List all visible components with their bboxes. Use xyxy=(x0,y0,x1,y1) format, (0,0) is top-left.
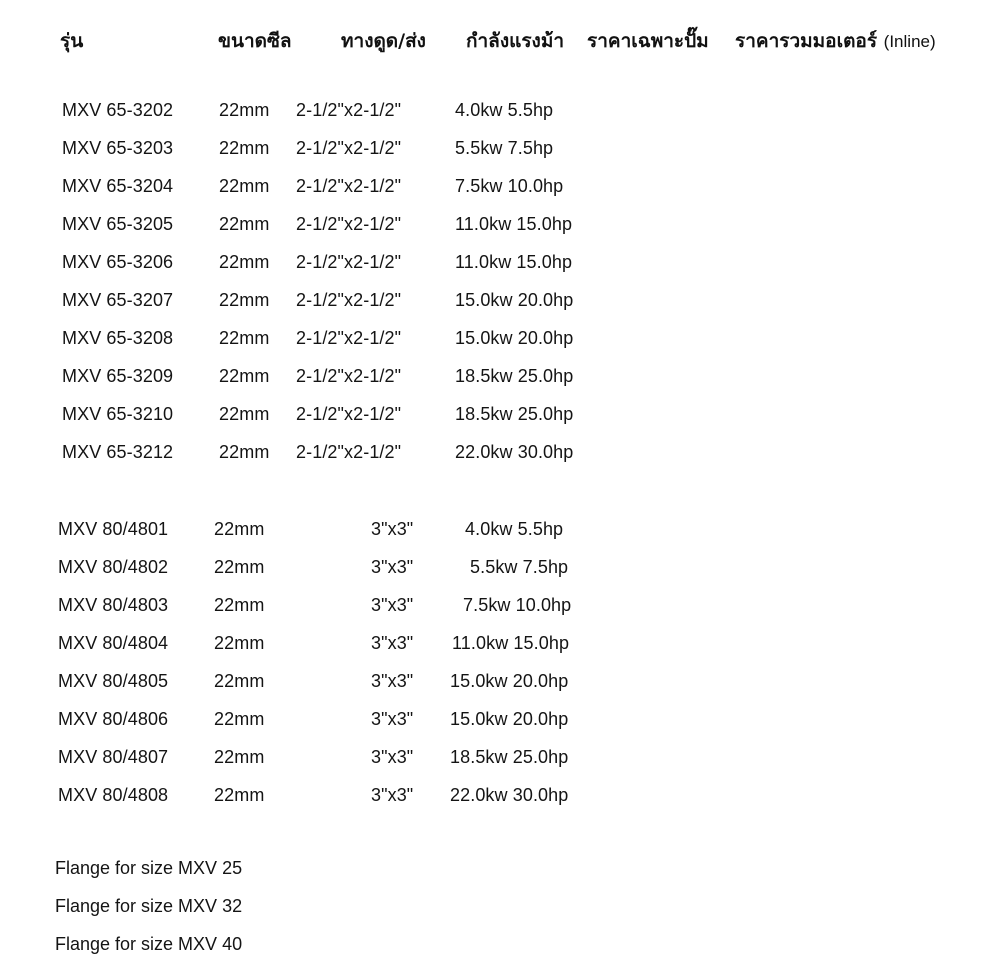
port-size-cell: 3"x3" xyxy=(371,557,414,577)
port-size-cell: 2-1/2"x2-1/2" xyxy=(296,290,402,310)
model-cell: MXV 80/4802 xyxy=(58,557,169,577)
power-cell: 4.0kw 5.5hp xyxy=(455,100,554,120)
port-size-cell: 3"x3" xyxy=(371,709,414,729)
model-cell: MXV 65-3212 xyxy=(62,442,174,462)
power-cell: 11.0kw 15.0hp xyxy=(452,633,570,653)
power-cell: 5.5kw 7.5hp xyxy=(455,138,554,158)
seal-size-cell: 22mm xyxy=(214,709,265,729)
header-total-price-suffix: (Inline) xyxy=(883,32,936,51)
port-size-cell: 2-1/2"x2-1/2" xyxy=(296,100,402,120)
flange-item: Flange for size MXV 40 xyxy=(55,934,243,954)
seal-size-cell: 22mm xyxy=(219,100,270,120)
power-cell: 22.0kw 30.0hp xyxy=(450,785,569,805)
port-size-cell: 3"x3" xyxy=(371,519,414,539)
model-cell: MXV 65-3210 xyxy=(62,404,174,424)
seal-size-cell: 22mm xyxy=(219,252,270,272)
seal-size-cell: 22mm xyxy=(219,176,270,196)
power-cell: 22.0kw 30.0hp xyxy=(455,442,574,462)
seal-size-cell: 22mm xyxy=(214,595,265,615)
seal-size-cell: 22mm xyxy=(219,328,270,348)
model-cell: MXV 80/4808 xyxy=(58,785,169,805)
port-size-cell: 2-1/2"x2-1/2" xyxy=(296,138,402,158)
port-size-cell: 2-1/2"x2-1/2" xyxy=(296,404,402,424)
port-size-cell: 3"x3" xyxy=(371,785,414,805)
seal-size-cell: 22mm xyxy=(214,747,265,767)
seal-size-cell: 22mm xyxy=(219,290,270,310)
model-cell: MXV 65-3206 xyxy=(62,252,174,272)
power-cell: 15.0kw 20.0hp xyxy=(455,290,574,310)
model-cell: MXV 65-3205 xyxy=(62,214,174,234)
port-size-cell: 3"x3" xyxy=(371,595,414,615)
model-cell: MXV 80/4806 xyxy=(58,709,169,729)
power-cell: 11.0kw 15.0hp xyxy=(455,252,573,272)
seal-size-cell: 22mm xyxy=(219,138,270,158)
model-cell: MXV 65-3209 xyxy=(62,366,174,386)
header-total-price xyxy=(735,26,936,56)
flange-item: Flange for size MXV 25 xyxy=(55,858,243,878)
port-size-cell: 2-1/2"x2-1/2" xyxy=(296,214,402,234)
seal-size-cell: 22mm xyxy=(219,404,270,424)
power-cell: 7.5kw 10.0hp xyxy=(455,176,564,196)
port-size-cell: 2-1/2"x2-1/2" xyxy=(296,252,402,272)
port-size-cell: 2-1/2"x2-1/2" xyxy=(296,442,402,462)
seal-size-cell: 22mm xyxy=(214,557,265,577)
model-cell: MXV 65-3207 xyxy=(62,290,174,310)
port-size-cell: 3"x3" xyxy=(371,633,414,653)
port-size-cell: 3"x3" xyxy=(371,671,414,691)
flange-item: Flange for size MXV 32 xyxy=(55,896,243,916)
model-cell: MXV 65-3202 xyxy=(62,100,174,120)
model-cell: MXV 80/4803 xyxy=(58,595,169,615)
model-cell: MXV 65-3204 xyxy=(62,176,174,196)
power-cell: 18.5kw 25.0hp xyxy=(455,404,574,424)
seal-size-cell: 22mm xyxy=(219,442,270,462)
port-size-cell: 2-1/2"x2-1/2" xyxy=(296,328,402,348)
model-cell: MXV 65-3208 xyxy=(62,328,174,348)
power-cell: 5.5kw 7.5hp xyxy=(470,557,569,577)
seal-size-cell: 22mm xyxy=(214,671,265,691)
power-cell: 18.5kw 25.0hp xyxy=(450,747,569,767)
seal-size-cell: 22mm xyxy=(219,366,270,386)
port-size-cell: 2-1/2"x2-1/2" xyxy=(296,366,402,386)
header-inlet-outlet: ทางดูด/ส่ง xyxy=(341,30,426,52)
header-model: รุ่น xyxy=(60,30,84,52)
power-cell: 15.0kw 20.0hp xyxy=(455,328,574,348)
power-cell: 15.0kw 20.0hp xyxy=(450,709,569,729)
model-cell: MXV 80/4805 xyxy=(58,671,169,691)
header-seal-size: ขนาดซีล xyxy=(218,30,292,52)
power-cell: 11.0kw 15.0hp xyxy=(455,214,573,234)
power-cell: 18.5kw 25.0hp xyxy=(455,366,574,386)
seal-size-cell: 22mm xyxy=(214,519,265,539)
port-size-cell: 2-1/2"x2-1/2" xyxy=(296,176,402,196)
header-horsepower: กำลังแรงม้า xyxy=(466,30,565,52)
model-cell: MXV 65-3203 xyxy=(62,138,174,158)
seal-size-cell: 22mm xyxy=(219,214,270,234)
header-pump-price: ราคาเฉพาะปั๊ม xyxy=(587,30,709,52)
port-size-cell: 3"x3" xyxy=(371,747,414,767)
model-cell: MXV 80/4801 xyxy=(58,519,169,539)
seal-size-cell: 22mm xyxy=(214,785,265,805)
model-cell: MXV 80/4804 xyxy=(58,633,169,653)
header-total-price-label: ราคารวมมอเตอร์ xyxy=(735,30,878,52)
power-cell: 15.0kw 20.0hp xyxy=(450,671,569,691)
power-cell: 7.5kw 10.0hp xyxy=(463,595,572,615)
model-cell: MXV 80/4807 xyxy=(58,747,169,767)
seal-size-cell: 22mm xyxy=(214,633,265,653)
power-cell: 4.0kw 5.5hp xyxy=(465,519,564,539)
